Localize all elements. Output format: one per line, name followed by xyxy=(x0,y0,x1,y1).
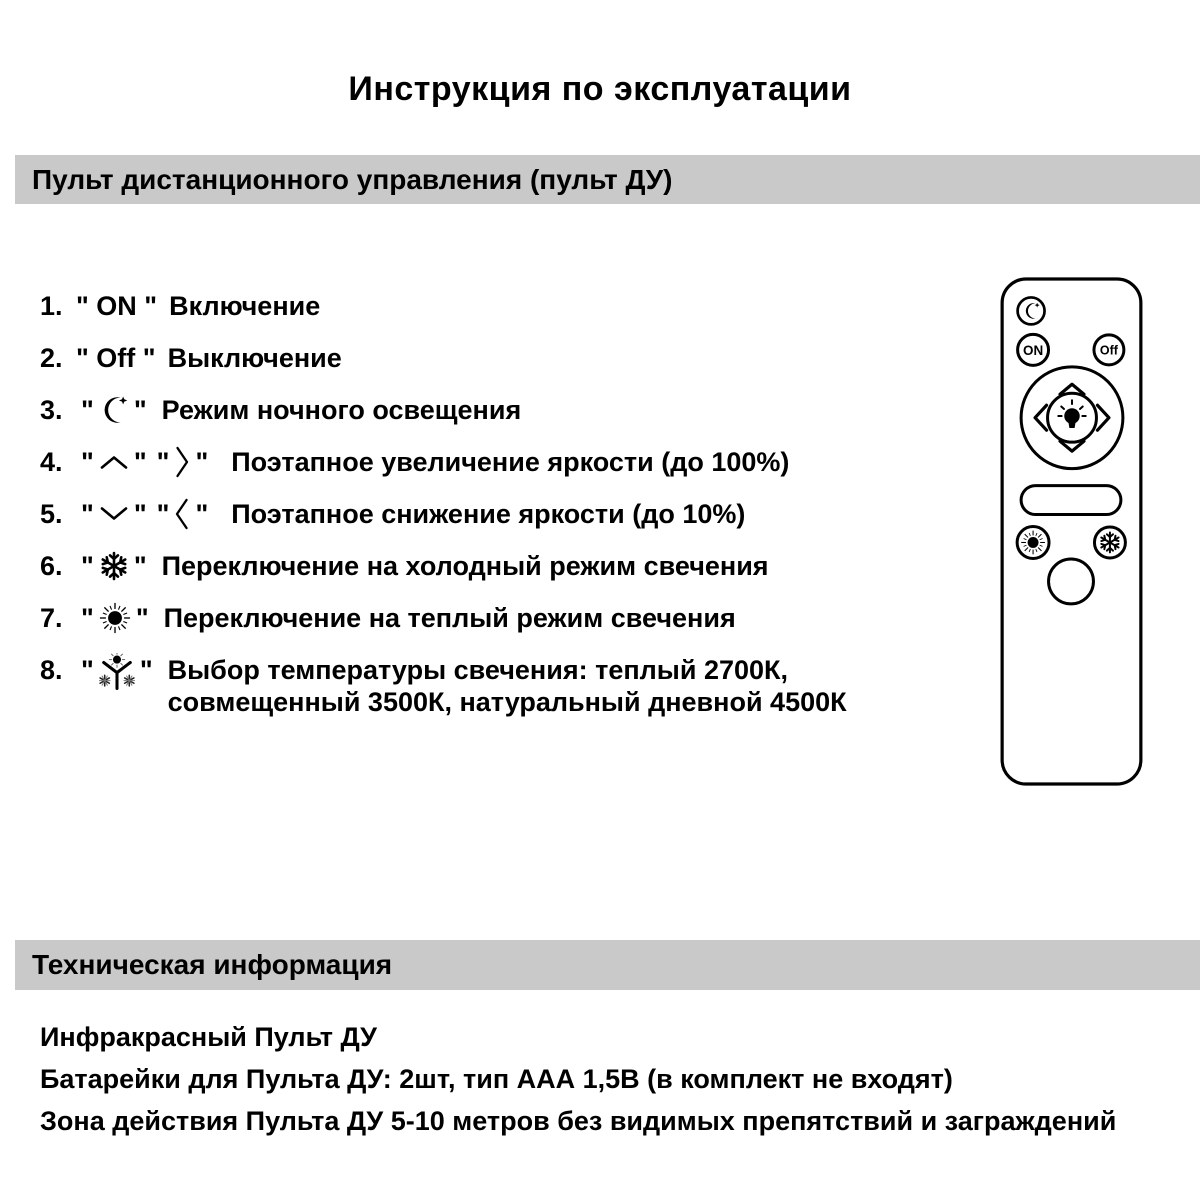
item-text: Поэтапное снижение яркости (до 10%) xyxy=(231,498,746,529)
tech-info-line: Зона действия Пульта ДУ 5-10 метров без видимых препятствий и заграждений xyxy=(40,1105,1117,1136)
remote-control-diagram xyxy=(1000,277,1143,786)
instruction-item-on xyxy=(40,290,847,322)
instruction-item-cold-mode xyxy=(40,550,847,582)
tech-info-line: Инфракрасный Пульт ДУ xyxy=(40,1021,377,1052)
item-text: Переключение на теплый режим свечения xyxy=(163,602,736,633)
item-text: Выключение xyxy=(167,342,342,373)
quote-mark: " xyxy=(81,394,94,425)
quote-mark: " xyxy=(81,602,94,633)
tech-info-line: Батарейки для Пульта ДУ: 2шт, тип ААА 1,5В (в комплект не входят) xyxy=(40,1063,953,1094)
section-header-technical-info xyxy=(15,940,1200,990)
chevron-up-icon xyxy=(99,453,129,471)
instruction-item-warm-mode xyxy=(40,602,847,634)
quote-mark: " xyxy=(195,446,209,477)
section-header-remote-label: Пульт дистанционного управления (пульт ДУ) xyxy=(32,163,673,195)
instruction-item-night-mode xyxy=(40,394,847,426)
on-button-label: " ON " xyxy=(76,290,158,321)
quote-mark: " xyxy=(133,446,147,477)
item-number: 4. xyxy=(40,446,63,477)
svg-text:ON: ON xyxy=(1022,342,1044,358)
moon-star-icon xyxy=(99,395,129,425)
instruction-item-brightness-up xyxy=(40,446,847,478)
item-text-line1: Выбор температуры свечения: теплый 2700К, xyxy=(167,655,788,685)
quote-mark: " xyxy=(133,394,147,425)
quote-mark: " xyxy=(133,550,147,581)
angle-right-icon xyxy=(174,445,190,479)
quote-mark: " xyxy=(135,602,149,633)
item-number: 2. xyxy=(40,342,63,373)
item-number: 8. xyxy=(40,655,63,685)
item-number: 3. xyxy=(40,394,63,425)
snowflake-icon xyxy=(99,551,129,581)
temperature-select-icon xyxy=(99,653,135,691)
remote-warm-button xyxy=(1017,527,1049,559)
item-text: Поэтапное увеличение яркости (до 100%) xyxy=(231,446,790,477)
section-header-remote-control xyxy=(15,155,1200,204)
chevron-down-icon xyxy=(99,505,129,523)
item-text: Включение xyxy=(169,290,321,321)
item-text-line2: совмещенный 3500К, натуральный дневной 4500К xyxy=(167,687,847,717)
off-button-label: " Off " xyxy=(76,342,156,373)
angle-left-icon xyxy=(174,497,190,531)
item-text xyxy=(168,654,847,718)
quote-mark: " xyxy=(156,498,170,529)
technical-info-block xyxy=(40,1022,1116,1148)
svg-text:Off: Off xyxy=(1099,343,1118,358)
sun-icon xyxy=(99,602,131,634)
item-number: 1. xyxy=(40,290,63,321)
item-text: Переключение на холодный режим свечения xyxy=(161,550,769,581)
quote-mark: " xyxy=(81,655,94,685)
instruction-item-off xyxy=(40,342,847,374)
quote-mark: " xyxy=(139,655,153,685)
item-number: 7. xyxy=(40,602,63,633)
page-title: Инструкция по эксплуатации xyxy=(348,70,852,108)
quote-mark: " xyxy=(81,446,94,477)
item-number: 6. xyxy=(40,550,63,581)
item-text: Режим ночного освещения xyxy=(161,394,522,425)
section-header-tech-label: Техническая информация xyxy=(32,949,393,980)
sun-icon xyxy=(1021,531,1045,555)
quote-mark: " xyxy=(195,498,209,529)
quote-mark: " xyxy=(81,498,94,529)
instruction-list xyxy=(40,290,847,738)
quote-mark: " xyxy=(133,498,147,529)
instruction-item-brightness-down xyxy=(40,498,847,530)
quote-mark: " xyxy=(156,446,170,477)
quote-mark: " xyxy=(81,550,94,581)
instruction-item-temperature-select xyxy=(40,654,847,718)
item-number: 5. xyxy=(40,498,63,529)
